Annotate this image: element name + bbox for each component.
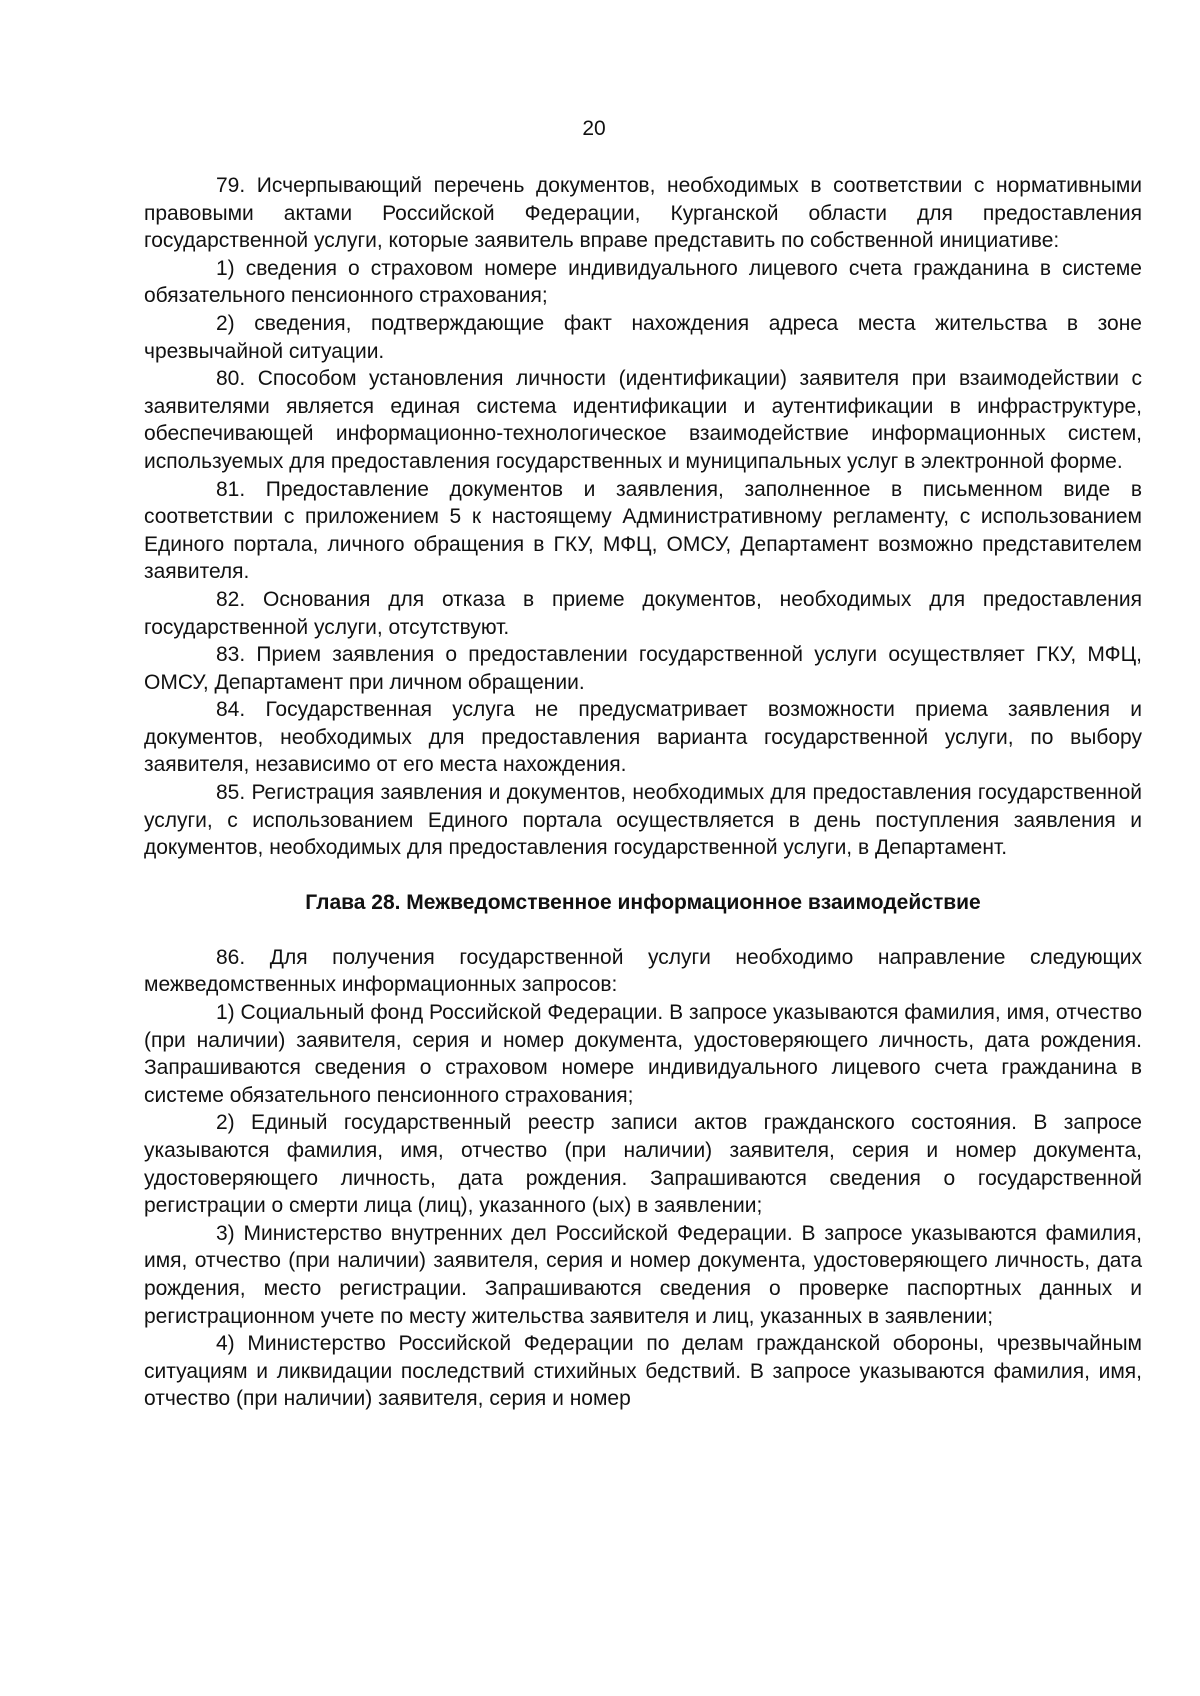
- document-body: [144, 172, 1142, 1413]
- paragraph-81: 81. Предоставление документов и заявления, заполненное в письменном виде в соответствии с приложением 5 к настоящему Административному регламенту, с использованием Единого портала, личного обращения в ГКУ, МФЦ, ОМСУ, Департамент возможно представителем заявителя.: [144, 477, 1142, 584]
- paragraph-80: 80. Способом установления личности (идентификации) заявителя при взаимодействии с заявителями является единая система идентификации и аутентификации в инфраструктуре, обеспечивающей информационно-технологическое взаимодействие информационных систем, используемых для предоставления государственных и муниципальных услуг в электронной форме.: [144, 367, 1142, 473]
- paragraph-86: 86. Для получения государственной услуги необходимо направление следующих межведомственных информационных запросов:: [144, 945, 1142, 997]
- paragraph-85: 85. Регистрация заявления и документов, необходимых для предоставления государственной услуги, с использованием Единого портала осуществляется в день поступления заявления и документов, необходимых для предоставления государственной услуги, в Департамент.: [144, 781, 1142, 860]
- page-number: 20: [582, 117, 606, 140]
- request-item-1: 1) Социальный фонд Российской Федерации. В запросе указываются фамилия, имя, отчество (при наличии) заявителя, серия и номер документа, удостоверяющего личность, дата рождения. Запрашиваются сведения о страховом номере индивидуального лицевого счета гражданина в системе обязательного пенсионного страхования;: [144, 1001, 1142, 1107]
- paragraph-82: 82. Основания для отказа в приеме документов, необходимых для предоставления государственной услуги, отсутствуют.: [144, 587, 1142, 639]
- chapter-heading: Глава 28. Межведомственное информационное взаимодействие: [305, 890, 981, 914]
- list-item-2: 2) сведения, подтверждающие факт нахождения адреса места жительства в зоне чрезвычайной ситуации.: [144, 311, 1142, 363]
- paragraph-79: 79. Исчерпывающий перечень документов, необходимых в соответствии с нормативными правовыми актами Российской Федерации, Курганской области для предоставления государственной услуги, которые заявитель вправе представить по собственной инициативе:: [144, 174, 1142, 253]
- list-item-1: 1) сведения о страховом номере индивидуального лицевого счета гражданина в системе обязательного пенсионного страхования;: [144, 256, 1142, 308]
- request-item-2: 2) Единый государственный реестр записи актов гражданского состояния. В запросе указываются фамилия, имя, отчество (при наличии) заявителя, серия и номер документа, удостоверяющего личность, дата рождения. Запрашиваются сведения о государственной регистрации о смерти лица (лиц), указанного (ых) в заявлении;: [144, 1111, 1142, 1218]
- paragraph-84: 84. Государственная услуга не предусматривает возможности приема заявления и документов, необходимых для предоставления варианта государственной услуги, по выбору заявителя, независимо от его места нахождения.: [144, 698, 1142, 777]
- request-item-3: 3) Министерство внутренних дел Российской Федерации. В запросе указываются фамилия, имя, отчество (при наличии) заявителя, серия и номер документа, удостоверяющего личность, дата рождения, место регистрации. Запрашиваются сведения о проверке паспортных данных и регистрационном учете по месту жительства заявителя и лиц, указанных в заявлении;: [144, 1221, 1142, 1328]
- paragraph-83: 83. Прием заявления о предоставлении государственной услуги осуществляет ГКУ, МФЦ, ОМСУ, Департамент при личном обращении.: [144, 643, 1142, 694]
- request-item-4: 4) Министерство Российской Федерации по делам гражданской обороны, чрезвычайным ситуациям и ликвидации последствий стихийных бедствий. В запросе указываются фамилия, имя, отчество (при наличии) заявителя, серия и номер: [144, 1332, 1142, 1411]
